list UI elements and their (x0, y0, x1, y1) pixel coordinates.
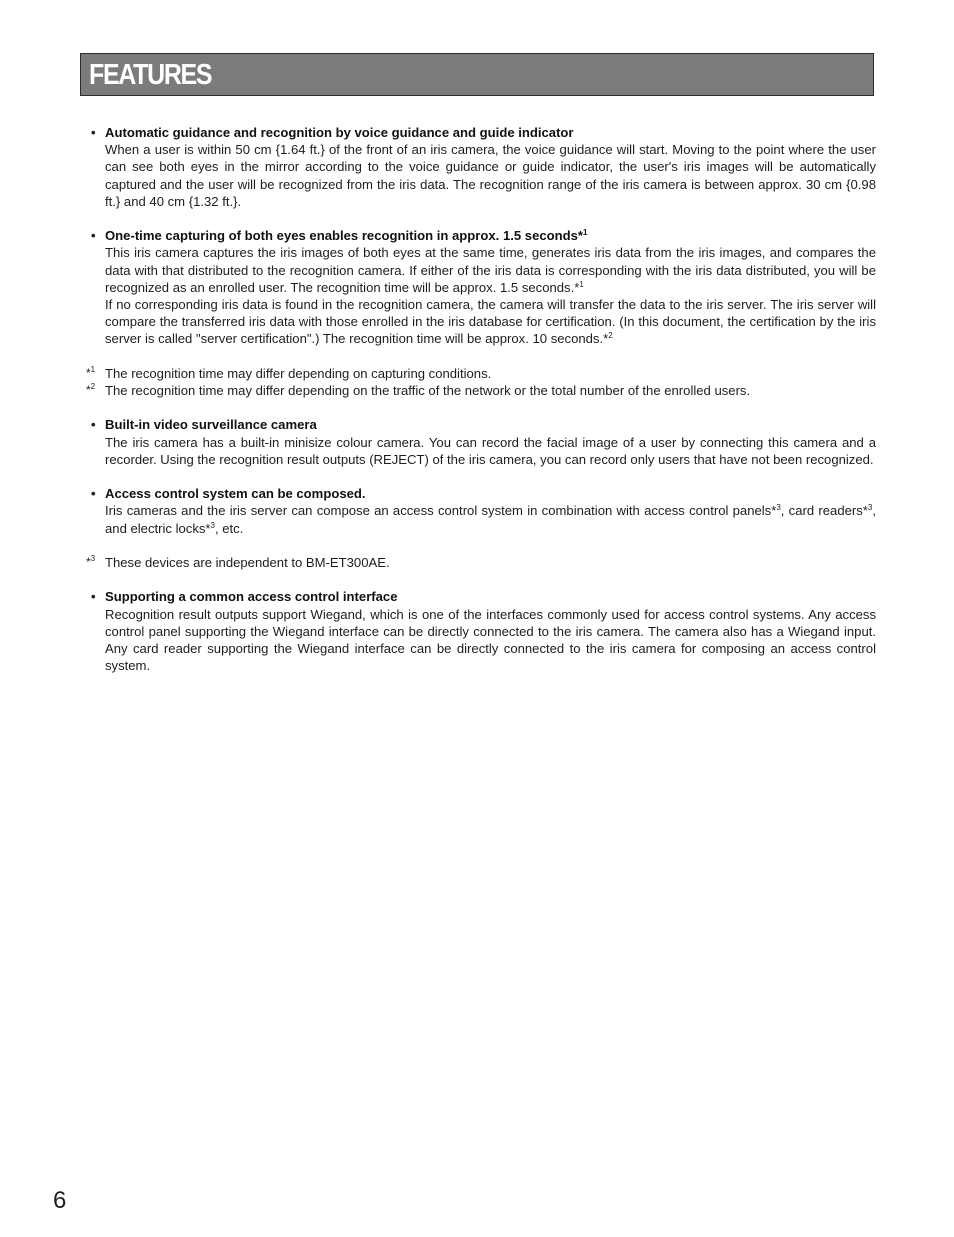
feature-description: Recognition result outputs support Wiegand, which is one of the interfaces commonly used for access control systems. Any access control panel supporting the Wiegand interface can be directly connected to the iris camera. The camera also has a Wiegand input. Any card reader supporting the Wiegand interface can be directly connected to the iris camera for composing an access control system. (105, 606, 876, 674)
footnote (86, 554, 876, 571)
feature-item (86, 485, 876, 537)
bullet-icon: • (91, 417, 96, 433)
feature-item (86, 416, 876, 468)
bullet-icon: • (91, 486, 96, 502)
feature-title: Automatic guidance and recognition by voice guidance and guide indicator (105, 125, 574, 140)
footnotes-group (86, 365, 876, 399)
feature-item (86, 124, 876, 210)
footnote-marker: *$^3$ (86, 554, 96, 569)
page-title: FEATURES (89, 59, 212, 91)
feature-description: When a user is within 50 cm {1.64 ft.} of the front of an iris camera, the voice guidance will start. Moving to the point where the user can see both eyes in the mirror according to the voice guidance or guide indicator, the user's iris images will be automatically captured and the user will be recognized from the iris data. The recognition range of the iris camera is between approx. 30 cm {0.98 ft.} and 40 cm {1.32 ft.}. (105, 142, 876, 209)
bullet-icon: • (91, 589, 96, 605)
footnote-ref: 1 (579, 279, 584, 289)
footnote-marker: *$^2$ (86, 382, 96, 398)
footnote-ref: 3 (776, 503, 781, 513)
footnote-ref: 1 (583, 228, 588, 238)
footnote-text: These devices are independent to BM-ET300AE. (105, 555, 390, 570)
bullet-icon: • (91, 125, 96, 140)
feature-title: Access control system can be composed. (105, 486, 366, 502)
bullet-icon: • (91, 228, 96, 244)
footnote-ref: 3 (867, 503, 873, 513)
feature-title: One-time capturing of both eyes enables recognition in approx. 1.5 seconds*$^1$ (105, 228, 588, 244)
footnote-text: The recognition time may differ depending on the traffic of the network or the total number of the enrolled users. (105, 383, 751, 399)
footnote (86, 382, 876, 399)
footnote-ref: 3 (210, 520, 215, 530)
feature-title: Built-in video surveillance camera (105, 417, 317, 433)
features-content (86, 124, 876, 692)
feature-description: This iris camera captures the iris images of both eyes at the same time, generates iris data from the iris images, and compares the data with that distributed to the recognition camera. If either of the iris data is corresponding with the iris data distributed, you will be recognized as an enrolled user. The recognition time will be approx. 1.5 seconds.*$^1$ (105, 245, 876, 295)
section-header-bar (80, 53, 874, 96)
feature-description: If no corresponding iris data is found in the recognition camera, the camera will transfer the data to the iris server. The iris server will compare the transferred iris data with those enrolled in the iris database for certification. (In this document, the certification by the iris server is called "server certification".) The recognition time will be approx. 10 seconds.*$^2$ (105, 297, 876, 347)
footnote-marker: *$^1$ (86, 364, 96, 380)
footnotes-group (86, 554, 876, 571)
feature-title: Supporting a common access control interface (105, 589, 398, 605)
feature-description: The iris camera has a built-in minisize colour camera. You can record the facial image of a user by connecting this camera and a recorder. Using the recognition result outputs (REJECT) of the iris camera, you can record only users that have not been recognized. (105, 434, 876, 467)
page-number: 6 (53, 1187, 67, 1214)
feature-item (86, 588, 876, 674)
feature-item (86, 227, 876, 347)
feature-description: Iris cameras and the iris server can compose an access control system in combination with access control panels*$^3$, card readers*$^3$, and electric locks*$^3$, etc. (105, 503, 876, 536)
footnote-ref: 2 (608, 331, 613, 341)
footnote-text: The recognition time may differ depending on capturing conditions. (105, 365, 492, 381)
footnote (86, 365, 876, 382)
